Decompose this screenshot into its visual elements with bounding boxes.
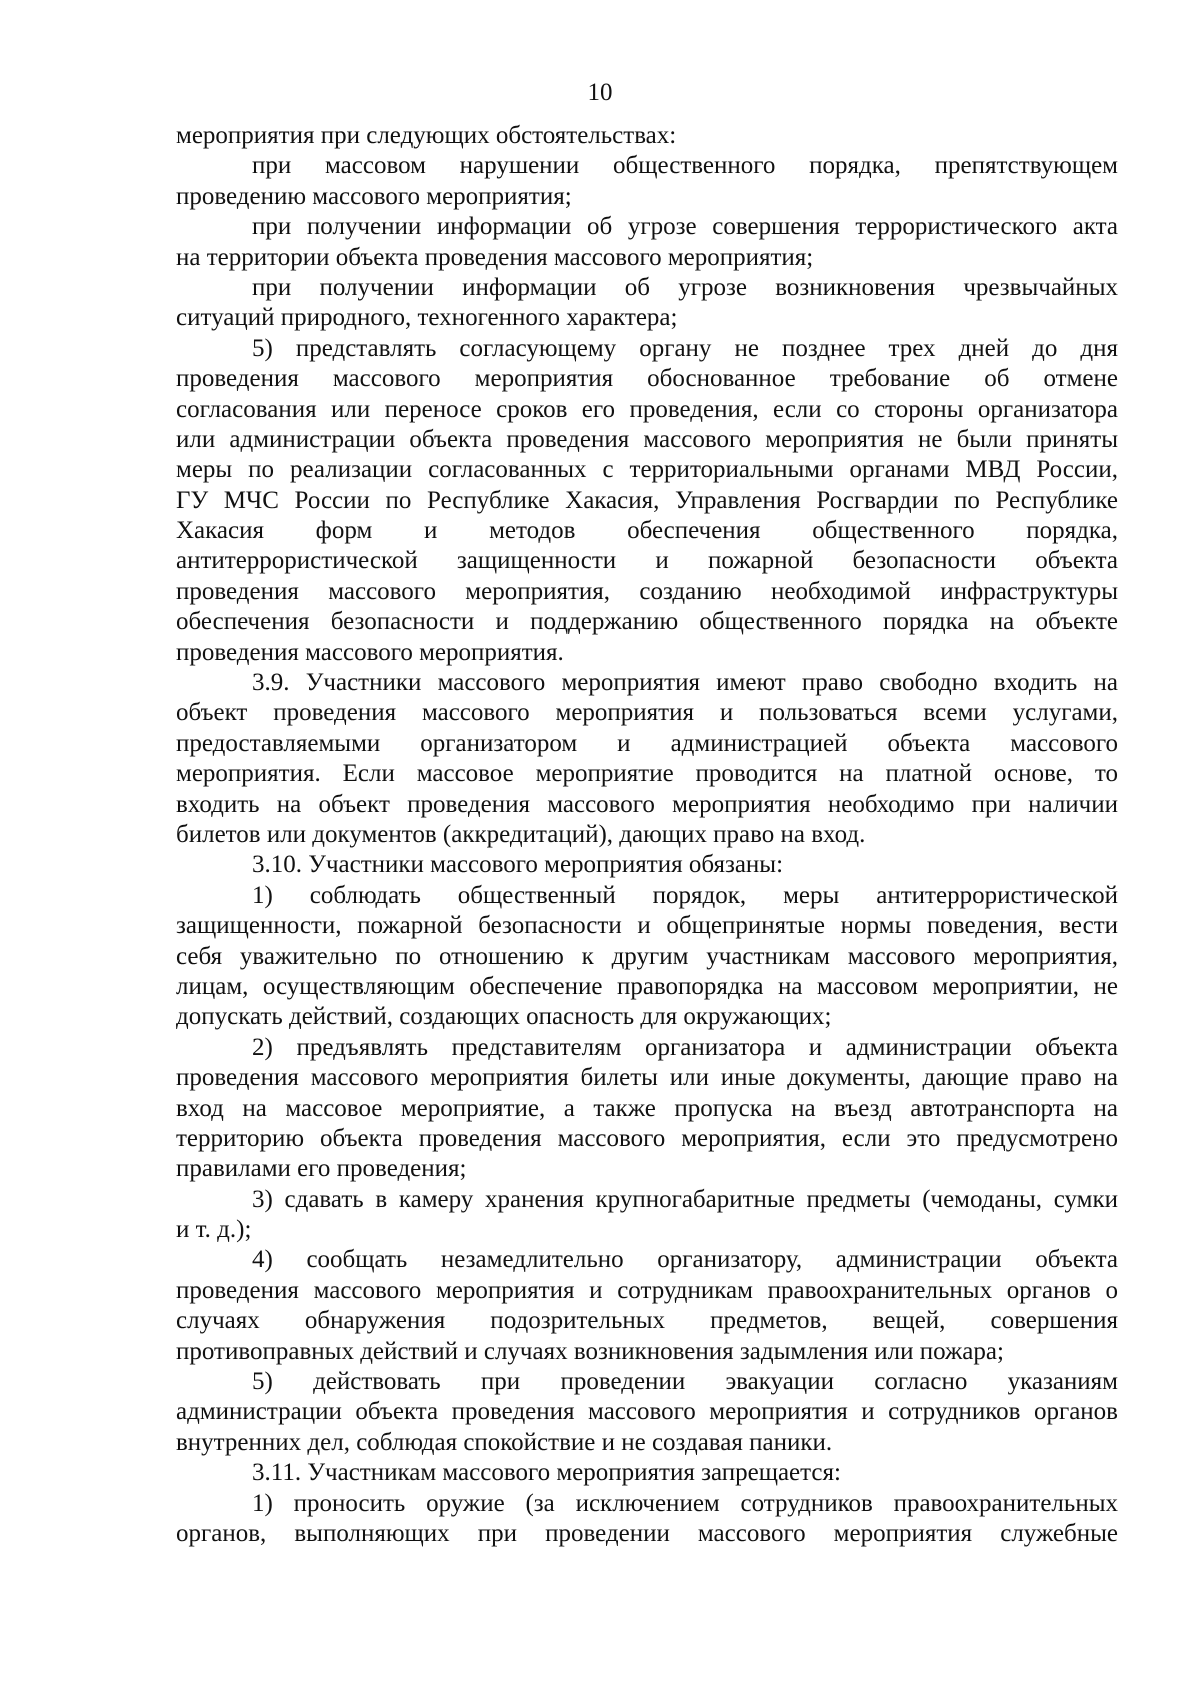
text-line: проведения массового мероприятия билеты или иные документы, дающие право на <box>176 1064 1118 1092</box>
text-line: Хакасия форм и методов обеспечения общественного порядка, <box>176 517 1118 545</box>
text-line: 3.9. Участники массового мероприятия имеют право свободно входить на <box>252 669 1118 697</box>
document-body <box>176 121 1118 1549</box>
text-line: билетов или документов (аккредитаций), дающих право на вход. <box>176 820 866 848</box>
text-line: меры по реализации согласованных с территориальными органами МВД России, <box>176 456 1118 484</box>
text-line: лицам, осуществляющим обеспечение правопорядка на массовом мероприятии, не <box>176 972 1118 1000</box>
text-line: 3.10. Участники массового мероприятия обязаны: <box>252 851 784 879</box>
text-line: защищенности, пожарной безопасности и общепринятые нормы поведения, вести <box>176 912 1118 940</box>
text-line: проведения массового мероприятия обоснованное требование об отмене <box>176 365 1118 393</box>
text-line: 2) предъявлять представителям организатора и администрации объекта <box>252 1033 1118 1061</box>
text-line: себя уважительно по отношению к другим участникам массового мероприятия, <box>176 942 1118 970</box>
text-line: 4) сообщать незамедлительно организатору, администрации объекта <box>252 1246 1118 1274</box>
text-line: при получении информации об угрозе возникновения чрезвычайных <box>252 273 1118 301</box>
text-line: 3.11. Участникам массового мероприятия запрещается: <box>252 1459 841 1487</box>
text-line: 1) соблюдать общественный порядок, меры антитеррористической <box>252 881 1118 909</box>
text-line: проведению массового мероприятия; <box>176 182 572 210</box>
text-line: допускать действий, создающих опасность для окружающих; <box>176 1003 832 1031</box>
text-line: 1) проносить оружие (за исключением сотрудников правоохранительных <box>252 1489 1118 1517</box>
text-line: антитеррористической защищенности и пожарной безопасности объекта <box>176 547 1118 575</box>
text-line: ситуаций природного, техногенного характера; <box>176 304 678 332</box>
text-line: 5) представлять согласующему органу не позднее трех дней до дня <box>252 334 1118 362</box>
text-line: вход на массовое мероприятие, а также пропуска на въезд автотранспорта на <box>176 1094 1118 1122</box>
page-number: 10 <box>587 79 613 106</box>
text-line: противоправных действий и случаях возникновения задымления или пожара; <box>176 1337 1004 1365</box>
text-line: при массовом нарушении общественного порядка, препятствующем <box>252 152 1118 180</box>
text-line: обеспечения безопасности и поддержанию общественного порядка на объекте <box>176 608 1118 636</box>
text-line: проведения массового мероприятия. <box>176 638 564 666</box>
text-line: мероприятия. Если массовое мероприятие проводится на платной основе, то <box>176 760 1118 788</box>
text-line: администрации объекта проведения массового мероприятия и сотрудников органов <box>176 1398 1118 1426</box>
text-line: внутренних дел, соблюдая спокойствие и не создавая паники. <box>176 1428 833 1456</box>
text-line: предоставляемыми организатором и администрацией объекта массового <box>176 729 1118 757</box>
text-line: территорию объекта проведения массового мероприятия, если это предусмотрено <box>176 1124 1118 1152</box>
text-line: входить на объект проведения массового мероприятия необходимо при наличии <box>176 790 1118 818</box>
text-line: объект проведения массового мероприятия и пользоваться всеми услугами, <box>176 699 1118 727</box>
text-line: органов, выполняющих при проведении массового мероприятия служебные <box>176 1519 1118 1547</box>
text-line: проведения массового мероприятия и сотрудникам правоохранительных органов о <box>176 1276 1118 1304</box>
text-line: мероприятия при следующих обстоятельствах: <box>176 122 677 149</box>
text-line: 3) сдавать в камеру хранения крупногабаритные предметы (чемоданы, сумки <box>252 1185 1118 1213</box>
text-line: или администрации объекта проведения массового мероприятия не были приняты <box>176 425 1118 453</box>
text-line: 5) действовать при проведении эвакуации согласно указаниям <box>252 1368 1118 1396</box>
text-line: ГУ МЧС России по Республике Хакасия, Управления Росгвардии по Республике <box>176 486 1118 514</box>
text-line: случаях обнаружения подозрительных предметов, вещей, совершения <box>176 1307 1118 1335</box>
text-line: на территории объекта проведения массового мероприятия; <box>176 243 814 271</box>
text-line: и т. д.); <box>176 1216 252 1244</box>
text-line: при получении информации об угрозе совершения террористического акта <box>252 213 1118 241</box>
text-line: правилами его проведения; <box>176 1155 467 1183</box>
text-line: проведения массового мероприятия, созданию необходимой инфраструктуры <box>176 577 1118 605</box>
text-line: согласования или переносе сроков его проведения, если со стороны организатора <box>176 395 1118 423</box>
